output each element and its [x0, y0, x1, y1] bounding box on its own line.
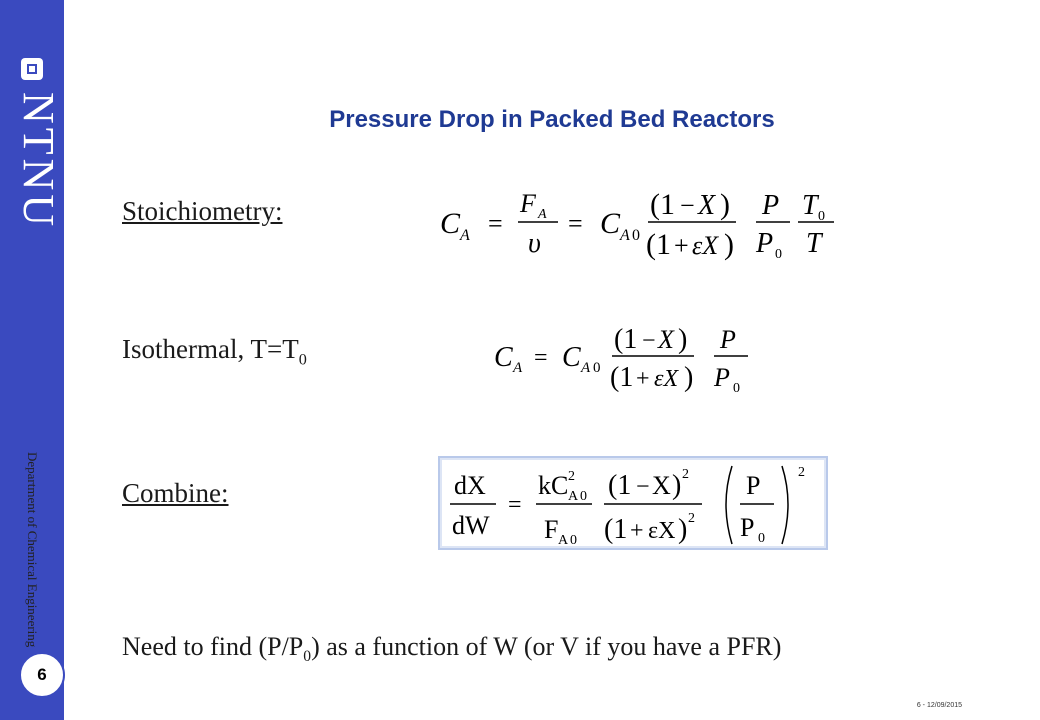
svg-text:C: C	[440, 207, 461, 240]
svg-text:A: A	[568, 489, 579, 504]
svg-text:F: F	[544, 515, 559, 544]
svg-text:P: P	[762, 190, 780, 221]
svg-text:=: =	[534, 345, 548, 371]
svg-text:X: X	[698, 190, 716, 221]
department-label: Department of Chemical Engineering	[25, 452, 40, 648]
isothermal-subscript: 0	[298, 350, 307, 369]
svg-text:2: 2	[568, 469, 575, 484]
svg-text:X: X	[652, 471, 671, 500]
svg-text:P: P	[714, 363, 730, 392]
svg-text:0: 0	[733, 381, 740, 396]
conclusion-text	[122, 632, 781, 666]
svg-text:2: 2	[688, 511, 695, 526]
svg-text:C: C	[600, 207, 621, 240]
svg-text:): )	[672, 470, 682, 501]
svg-text:): )	[684, 362, 694, 393]
svg-text:): )	[724, 228, 734, 261]
svg-text:(1: (1	[614, 324, 638, 355]
svg-text:kC: kC	[538, 471, 569, 500]
svg-text:0: 0	[818, 209, 825, 224]
svg-text:+: +	[674, 231, 689, 260]
svg-text:−: −	[642, 328, 656, 354]
combined-equation	[440, 458, 826, 548]
svg-text:0: 0	[632, 227, 640, 244]
slide-title: Pressure Drop in Packed Bed Reactors	[329, 106, 775, 133]
svg-text:X: X	[658, 325, 674, 354]
svg-text:A: A	[558, 533, 569, 548]
svg-text:(1: (1	[610, 362, 634, 393]
svg-text:2: 2	[682, 467, 689, 482]
svg-text:A: A	[581, 360, 591, 376]
svg-text:F: F	[520, 189, 536, 218]
svg-text:dW: dW	[452, 511, 490, 540]
stoichiometry-label: Stoichiometry:	[122, 196, 283, 226]
svg-text:=: =	[508, 492, 522, 518]
svg-text:): )	[678, 514, 688, 545]
svg-text:(1: (1	[650, 188, 675, 221]
svg-text:(1: (1	[604, 514, 628, 545]
svg-text:=: =	[568, 209, 583, 238]
svg-text:−: −	[636, 474, 650, 500]
svg-text:dX: dX	[454, 471, 486, 500]
conclusion-suffix: ) as a function of W (or V if you have a PFR)	[311, 632, 782, 661]
svg-text:T: T	[802, 190, 818, 221]
svg-text:0: 0	[758, 531, 765, 546]
svg-text:εX: εX	[648, 518, 676, 544]
svg-text:0: 0	[593, 360, 601, 376]
stoichiometry-equation	[440, 178, 840, 273]
svg-text:εX: εX	[654, 366, 679, 392]
svg-text:0: 0	[580, 489, 587, 504]
svg-text:(1: (1	[608, 470, 632, 501]
svg-text:): )	[678, 324, 688, 355]
svg-text:−: −	[680, 191, 695, 220]
svg-text:εX: εX	[692, 231, 719, 260]
isothermal-label	[122, 334, 307, 369]
combine-label: Combine:	[122, 478, 229, 508]
svg-text:=: =	[488, 209, 503, 238]
svg-text:0: 0	[570, 533, 577, 548]
svg-text:A: A	[513, 360, 523, 376]
footer-page-date: 6 - 12/09/2015	[916, 702, 962, 709]
svg-text:υ: υ	[528, 228, 541, 259]
svg-text:P: P	[740, 513, 755, 542]
brand-text: NTNU	[14, 92, 63, 231]
svg-text:A: A	[460, 227, 470, 244]
svg-text:+: +	[630, 518, 644, 544]
page-number: 6	[37, 665, 47, 684]
svg-text:2: 2	[798, 465, 805, 480]
conclusion-subscript: 0	[303, 648, 312, 666]
isothermal-text: Isothermal, T=T	[122, 334, 299, 364]
page-number-badge	[19, 652, 65, 698]
svg-text:A: A	[620, 227, 630, 244]
svg-text:P: P	[746, 471, 761, 500]
svg-text:T: T	[806, 228, 822, 259]
svg-text:+: +	[636, 366, 650, 392]
svg-text:P: P	[720, 325, 736, 354]
conclusion-prefix: Need to find (P/P	[122, 632, 304, 661]
svg-text:(1: (1	[646, 228, 671, 261]
svg-text:P: P	[756, 228, 774, 259]
svg-text:C: C	[494, 342, 513, 373]
svg-text:): )	[720, 188, 730, 221]
svg-text:C: C	[562, 342, 581, 373]
svg-text:0: 0	[775, 247, 782, 262]
combined-equation-box	[438, 456, 828, 550]
isothermal-equation	[494, 316, 764, 403]
svg-text:A: A	[538, 207, 547, 222]
